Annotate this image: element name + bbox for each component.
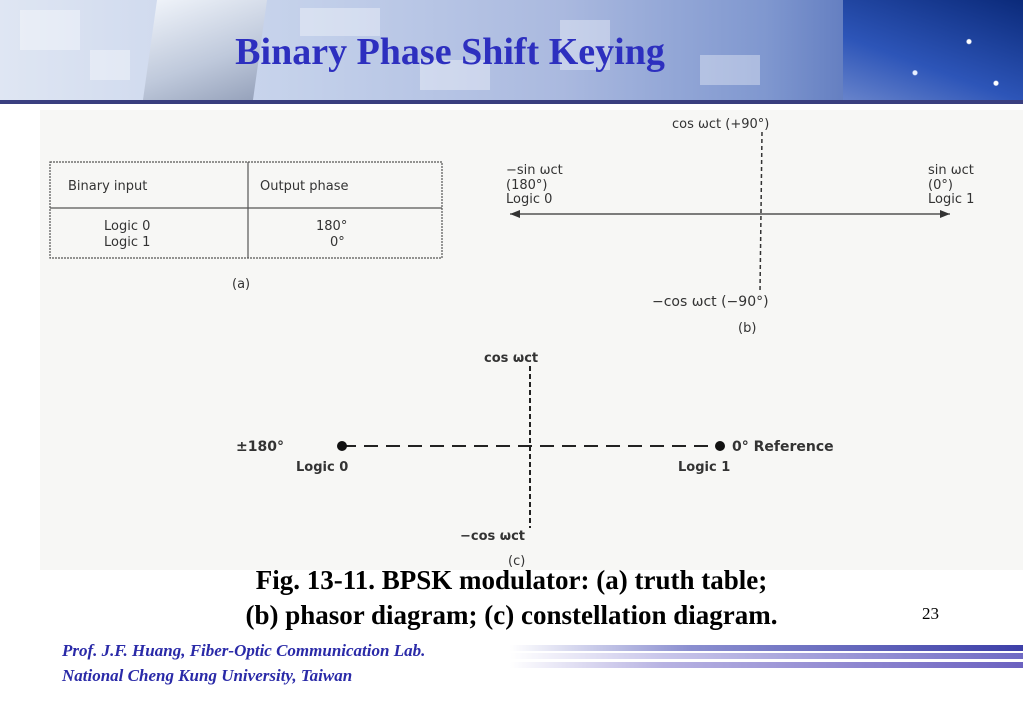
logic-0-point: [337, 441, 347, 451]
footer-stripe: [510, 645, 1023, 651]
header-underline: [0, 100, 1023, 104]
footer-stripe: [510, 653, 1023, 659]
phasor-right-label: Logic 1: [928, 192, 975, 207]
constellation-bottom-label: −cos ωct: [460, 529, 526, 544]
phasor-left-arrow: [510, 210, 520, 218]
phasor-label: (b): [738, 321, 757, 336]
table-cell-output: 0°: [330, 235, 345, 250]
footer-author: Prof. J.F. Huang, Fiber-Optic Communication Lab.: [62, 641, 426, 660]
constellation-right-logic: Logic 1: [678, 460, 731, 475]
footer-university: National Cheng Kung University, Taiwan: [62, 666, 353, 685]
phasor-right-arrow: [940, 210, 950, 218]
page-number: 23: [922, 604, 939, 623]
constellation-left-angle: ±180°: [236, 439, 284, 455]
bpsk-figure-svg: [40, 110, 1023, 570]
phasor-right-label: (0°): [928, 178, 953, 193]
figure-caption-line2: (b) phasor diagram; (c) constellation diagram.: [245, 600, 778, 630]
phasor-diagram: [506, 117, 974, 336]
logic-1-point: [715, 441, 725, 451]
table-cell-output: 180°: [316, 219, 348, 234]
slide-title: Binary Phase Shift Keying: [235, 31, 665, 73]
constellation-diagram: [236, 351, 834, 569]
table-label: (a): [232, 277, 251, 292]
constellation-top-label: cos ωct: [484, 351, 539, 366]
phasor-left-label: Logic 0: [506, 192, 553, 207]
table-header-output: Output phase: [260, 179, 349, 194]
truth-table: [50, 162, 442, 292]
phasor-left-label: −sin ωct: [506, 163, 563, 178]
constellation-right-reference: 0° Reference: [732, 439, 834, 455]
figure-caption-line1: Fig. 13-11. BPSK modulator: (a) truth table;: [255, 565, 768, 595]
constellation-label: (c): [508, 554, 526, 569]
table-cell-input: Logic 0: [104, 219, 151, 234]
table-cell-input: Logic 1: [104, 235, 151, 250]
phasor-vertical-axis: [760, 132, 762, 292]
bpsk-figure: [40, 110, 1023, 570]
phasor-right-label: sin ωct: [928, 163, 974, 178]
table-header-input: Binary input: [68, 179, 148, 194]
phasor-left-label: (180°): [506, 178, 548, 193]
phasor-top-label: cos ωct (+90°): [672, 117, 770, 132]
footer-stripe: [510, 662, 1023, 668]
constellation-left-logic: Logic 0: [296, 460, 349, 475]
phasor-bottom-label: −cos ωct (−90°): [652, 294, 769, 310]
